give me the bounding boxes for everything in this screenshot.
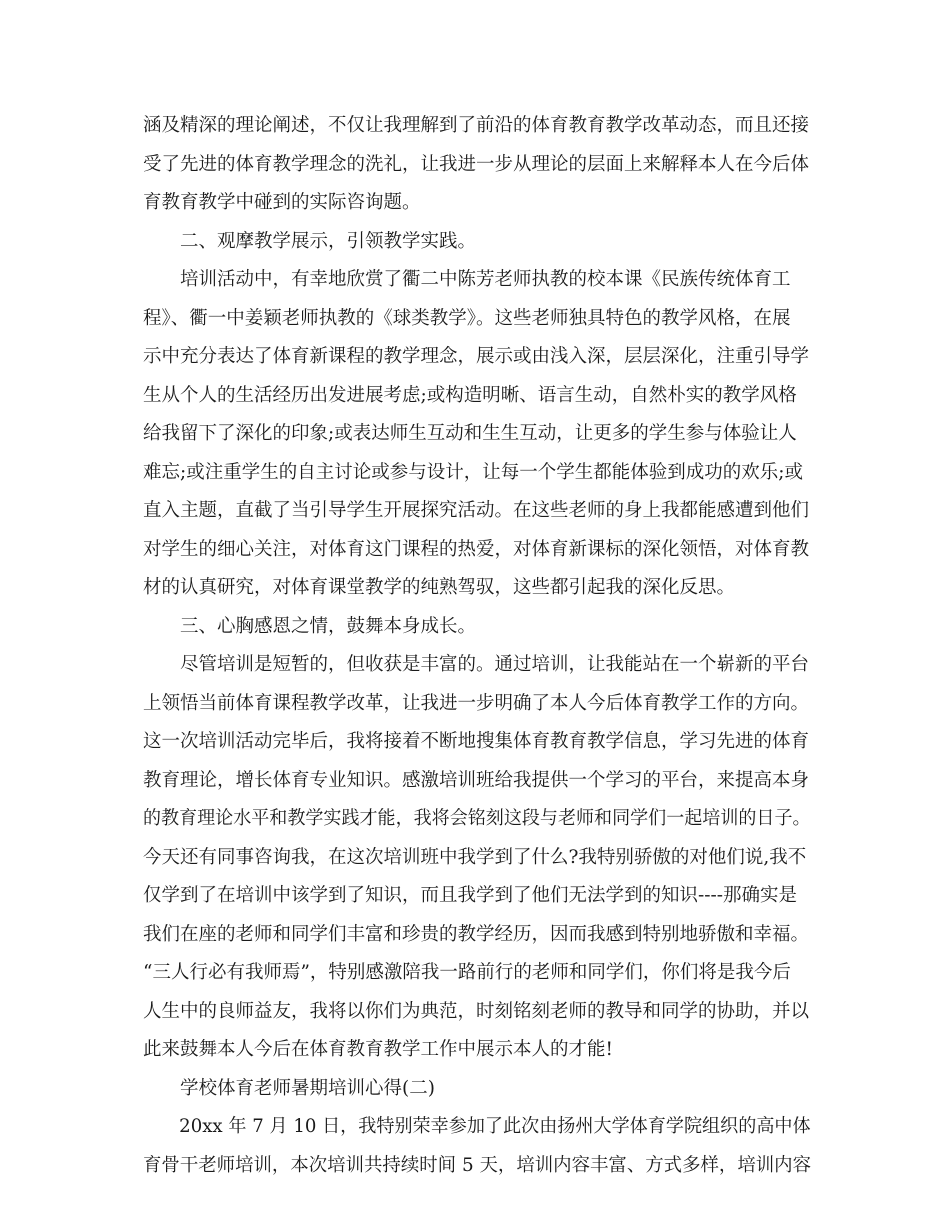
text-line: 涵及精深的理论阐述，不仅让我理解到了前沿的体育教育教学改革动态，而且还接: [143, 115, 810, 136]
text-line: “三人行必有我师焉”，特别感激陪我一路前行的老师和同学们，你们将是我今后: [143, 962, 791, 983]
text-line: 教育理论，增长体育专业知识。感激培训班给我提供一个学习的平台，来提高本身: [143, 769, 810, 791]
text-line: 二、观摩教学展示，引领教学实践。: [180, 230, 477, 252]
text-line: 今天还有同事咨询我，在这次培训班中我学到了什么?我特别骄傲的对他们说,我不: [143, 846, 807, 868]
text-line: 人生中的良师益友，我将以你们为典范，时刻铭刻老师的教导和同学的协助，并以: [143, 1000, 810, 1022]
text-line: 培训活动中，有幸地欣赏了衢二中陈芳老师执教的校本课《民族传统体育工: [180, 269, 791, 290]
text-line: 此来鼓舞本人今后在体育教育教学工作中展示本人的才能!: [143, 1039, 613, 1060]
text-line: 给我留下了深化的印象;或表达师生互动和生生互动，让更多的学生参与体验让人: [143, 423, 797, 444]
text-line: 上领悟当前体育课程教学改革，让我进一步明确了本人今后体育教学工作的方向。: [143, 692, 810, 714]
text-line: 难忘;或注重学生的自主讨论或参与设计，让每一个学生都能体验到成功的欢乐;或: [143, 461, 803, 483]
text-line: 尽管培训是短暂的，但收获是丰富的。通过培训，让我能站在一个崭新的平台: [180, 654, 810, 675]
text-line: 程》、衢一中姜颖老师执教的《球类教学》。这些老师独具特色的教学风格，在展: [143, 307, 791, 329]
text-line: 对学生的细心关注，对体育这门课程的热爱，对体育新课标的深化领悟，对体育教: [143, 538, 810, 560]
text-line: 我们在座的老师和同学们丰富和珍贵的教学经历，因而我感到特别地骄傲和幸福。: [143, 923, 810, 945]
text-line: 仅学到了在培训中该学到了知识，而且我学到了他们无法学到的知识----那确实是: [143, 885, 798, 906]
text-line: 这一次培训活动完毕后，我将接着不断地搜集体育教育教学信息，学习先进的体育: [143, 731, 810, 752]
text-line: 20xx 年 7 月 10 日，我特别荣幸参加了此次由扬州大学体育学院组织的高中体: [179, 1116, 811, 1137]
text-line: 直入主题，直截了当引导学生开展探究活动。在这些老师的身上我都能感遭到他们: [143, 500, 810, 521]
text-line: 学校体育老师暑期培训心得(二): [180, 1077, 435, 1099]
text-line: 材的认真研究，对体育课堂教学的纯熟驾驭，这些都引起我的深化反思。: [143, 577, 736, 598]
text-line: 示中充分表达了体育新课程的教学理念，展示或由浅入深，层层深化，注重引导学: [143, 346, 810, 367]
text-line: 育骨干老师培训，本次培训共持续时间 5 天，培训内容丰富、方式多样，培训内容: [143, 1154, 812, 1176]
text-line: 受了先进的体育教学理念的洗礼，让我进一步从理论的层面上来解释本人在今后体: [143, 153, 810, 175]
text-line: 育教育教学中碰到的实际咨询题。: [143, 192, 421, 213]
document-body: [143, 107, 811, 1185]
text-line: 的教育理论水平和教学实践才能，我将会铭刻这段与老师和同学们一起培训的日子。: [143, 808, 811, 829]
text-line: 三、心胸感恩之情，鼓舞本身成长。: [180, 615, 477, 637]
text-line: 生从个人的生活经历出发进展考虑;或构造明晰、语言生动，自然朴实的教学风格: [143, 384, 797, 406]
